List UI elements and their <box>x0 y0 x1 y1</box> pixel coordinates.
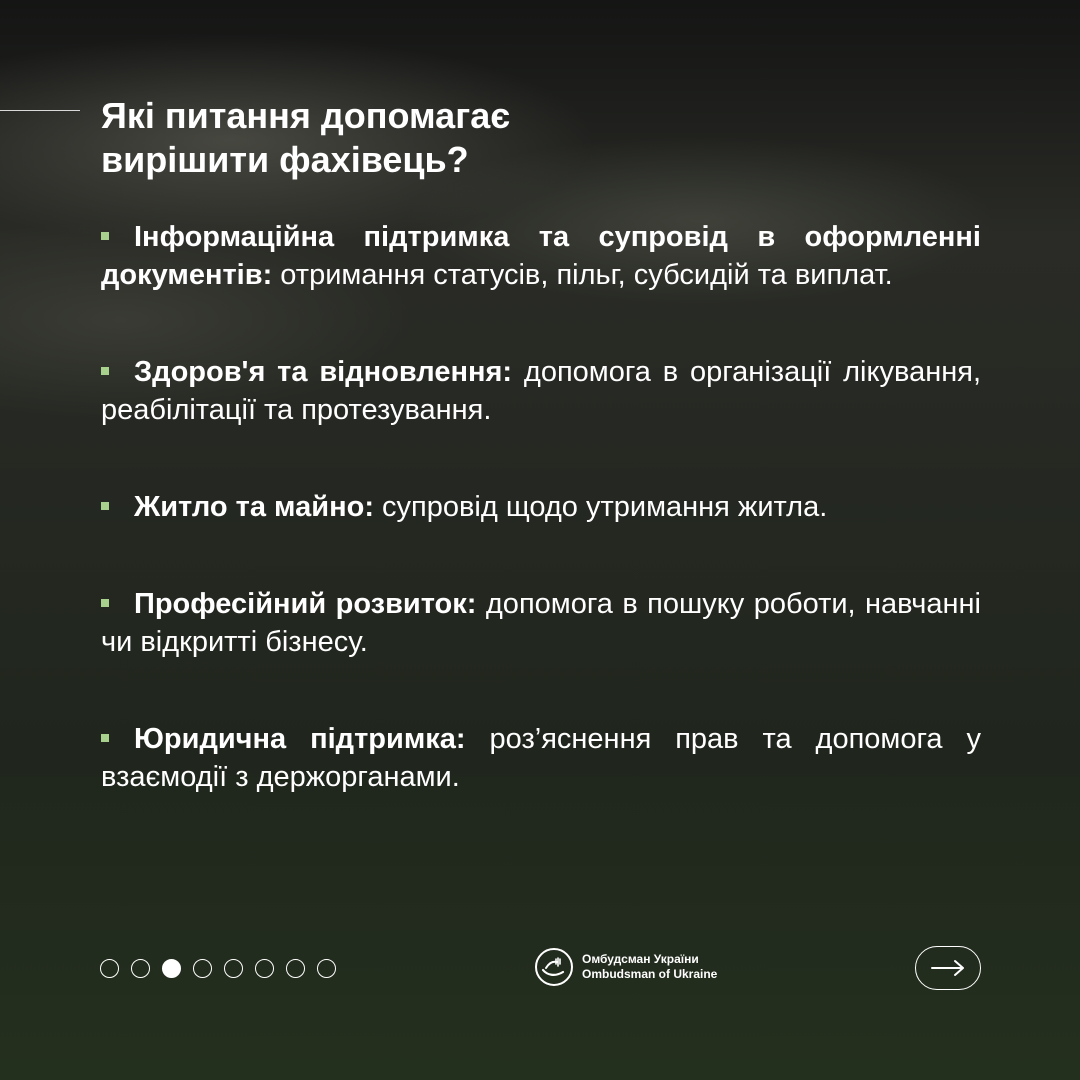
list-item <box>101 585 981 661</box>
square-bullet-icon <box>101 502 109 510</box>
item-heading: Юридична підтримка: <box>134 723 466 755</box>
list-item <box>101 720 981 796</box>
pagination-dot[interactable] <box>286 959 305 978</box>
item-heading: Професійний розвиток: <box>134 588 477 620</box>
item-text: роз’яснення прав та допомога у взаємодії з держорганами. <box>101 723 982 793</box>
item-text: супровід щодо утримання житла. <box>382 491 828 523</box>
item-text: допомога в організації лікування, реабілітації та протезування. <box>101 356 982 426</box>
pagination-dot[interactable] <box>100 959 119 978</box>
logo-line-ukrainian: Омбудсман України <box>582 952 699 966</box>
support-list <box>101 218 981 855</box>
pagination-dot[interactable] <box>131 959 150 978</box>
item-text: отримання статусів, пільг, субсидій та виплат. <box>280 259 893 291</box>
list-item <box>101 488 981 526</box>
item-heading: Житло та майно: <box>134 491 374 523</box>
arrow-right-icon <box>930 959 966 977</box>
ombudsman-logo <box>533 946 717 988</box>
logo-line-english: Ombudsman of Ukraine <box>582 967 718 981</box>
square-bullet-icon <box>101 734 109 742</box>
square-bullet-icon <box>101 232 109 240</box>
list-item <box>101 218 981 294</box>
pagination-dot[interactable] <box>317 959 336 978</box>
item-text: допомога в пошуку роботи, навчанні чи відкритті бізнесу. <box>101 588 981 658</box>
pagination-dot[interactable] <box>224 959 243 978</box>
next-slide-button[interactable] <box>915 946 981 990</box>
title-divider <box>0 110 80 111</box>
pagination-dot-active[interactable] <box>162 959 181 978</box>
square-bullet-icon <box>101 367 109 375</box>
pagination-dots <box>100 959 336 978</box>
pagination-dot[interactable] <box>193 959 212 978</box>
item-heading: Здоров'я та відновлення: <box>134 356 513 388</box>
page-title <box>101 94 801 182</box>
page-title-line-1: Які питання допомагає <box>101 95 511 136</box>
page-title-line-2: вирішити фахівець? <box>101 139 469 180</box>
square-bullet-icon <box>101 599 109 607</box>
pagination-dot[interactable] <box>255 959 274 978</box>
ombudsman-emblem-icon <box>533 946 575 988</box>
list-item <box>101 353 981 429</box>
item-heading: Інформаційна підтримка та супровід в оформленні документів: <box>101 221 981 291</box>
